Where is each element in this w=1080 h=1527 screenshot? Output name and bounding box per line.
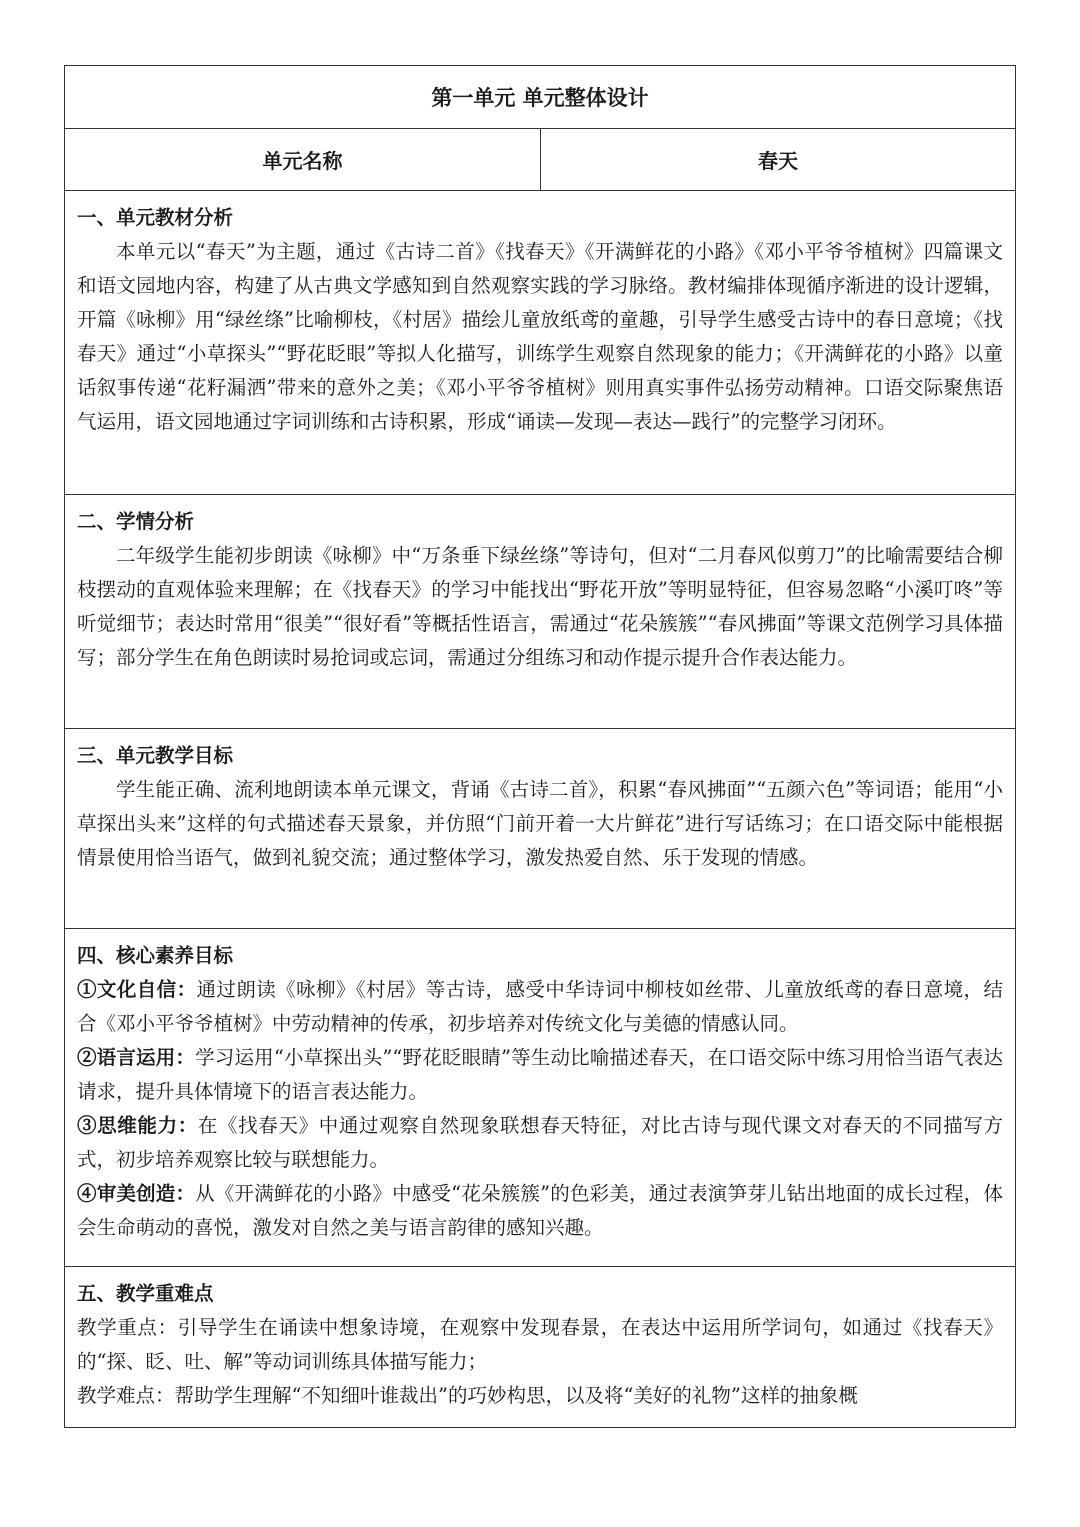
section-material-analysis [65, 191, 1015, 495]
section-heading: 二、学情分析 [77, 510, 195, 533]
section-body: 学生能正确、流利地朗读本单元课文，背诵《古诗二首》，积累“春风拂面”“五颜六色”等词语；能用“小草探出头来”这样的句式描述春天景象，并仿照“门前开着一大片鲜花”进行写话练习；在口语交际中能根据情景使用恰当语气，做到礼貌交流；通过整体学习，激发热爱自然、乐于发现的情感。 [77, 778, 1003, 869]
section-body: 二年级学生能初步朗读《咏柳》中“万条垂下绿丝绦”等诗句，但对“二月春风似剪刀”的比喻需要结合柳枝摆动的直观体验来理解；在《找春天》的学习中能找出“野花开放”等明显特征，但容易忽略“小溪叮咚”等听觉细节；表达时常用“很美”“很好看”等概括性语言，需通过“花朵簇簇”“春风拂面”等课文范例学习具体描写；部分学生在角色朗读时易抢词或忘词，需通过分组练习和动作提示提升合作表达能力。 [77, 544, 1003, 669]
unit-design-table [64, 65, 1016, 1428]
literacy-item-text: 在《找春天》中通过观察自然现象联想春天特征，对比古诗与现代课文对春天的不同描写方式，初步培养观察比较与联想能力。 [77, 1114, 1003, 1171]
literacy-item-text: 通过朗读《咏柳》《村居》等古诗，感受中华诗词中柳枝如丝带、儿童放纸鸢的春日意境，结合《邓小平爷爷植树》中劳动精神的传承，初步培养对传统文化与美德的情感认同。 [77, 978, 1003, 1035]
section-heading: 五、教学重难点 [77, 1282, 214, 1305]
key-point-text: 教学重点：引导学生在诵读中想象诗境，在观察中发现春景，在表达中运用所学词句，如通过《找春天》的“探、眨、吐、解”等动词训练具体描写能力； [77, 1316, 1003, 1373]
literacy-item-text: 学习运用“小草探出头”“野花眨眼睛”等生动比喻描述春天，在口语交际中练习用恰当语气表达请求，提升具体情境下的语言表达能力。 [77, 1046, 1003, 1103]
literacy-item [77, 1041, 1003, 1109]
literacy-item-label: ③思维能力： [77, 1114, 198, 1137]
unit-name-label: 单元名称 [65, 129, 541, 190]
unit-name-value: 春天 [758, 149, 798, 173]
section-teaching-goals [65, 729, 1015, 929]
unit-name-row [65, 129, 1015, 191]
section-heading: 四、核心素养目标 [77, 944, 234, 967]
difficulty-text: 教学难点：帮助学生理解“不知细叶谁裁出”的巧妙构思，以及将“美好的礼物”这样的抽象概 [77, 1384, 858, 1407]
section-heading: 三、单元教学目标 [77, 744, 234, 767]
section-key-difficulties [65, 1267, 1015, 1427]
table-title: 第一单元 单元整体设计 [65, 66, 1015, 129]
section-student-analysis [65, 495, 1015, 729]
literacy-item-label: ①文化自信： [77, 978, 197, 1001]
literacy-item-text: 从《开满鲜花的小路》中感受“花朵簇簇”的色彩美，通过表演笋芽儿钻出地面的成长过程，体会生命萌动的喜悦，激发对自然之美与语言韵律的感知兴趣。 [77, 1182, 1003, 1239]
literacy-item-label: ②语言运用： [77, 1046, 196, 1069]
section-body: 本单元以“春天”为主题，通过《古诗二首》《找春天》《开满鲜花的小路》《邓小平爷爷植树》四篇课文和语文园地内容，构建了从古典文学感知到自然观察实践的学习脉络。教材编排体现循序渐进的设计逻辑，开篇《咏柳》用“绿丝绦”比喻柳枝，《村居》描绘儿童放纸鸢的童趣，引导学生感受古诗中的春日意境；《找春天》通过“小草探头”“野花眨眼”等拟人化描写，训练学生观察自然现象的能力；《开满鲜花的小路》以童话叙事传递“花籽漏洒”带来的意外之美；《邓小平爷爷植树》则用真实事件弘扬劳动精神。口语交际聚焦语气运用，语文园地通过字词训练和古诗积累，形成“诵读—发现—表达—践行”的完整学习闭环。 [77, 240, 1003, 433]
literacy-item [77, 973, 1003, 1041]
literacy-item-label: ④审美创造： [77, 1182, 196, 1205]
literacy-item [77, 1109, 1003, 1177]
literacy-item [77, 1177, 1003, 1245]
section-core-literacy [65, 929, 1015, 1267]
section-heading: 一、单元教材分析 [77, 206, 234, 229]
